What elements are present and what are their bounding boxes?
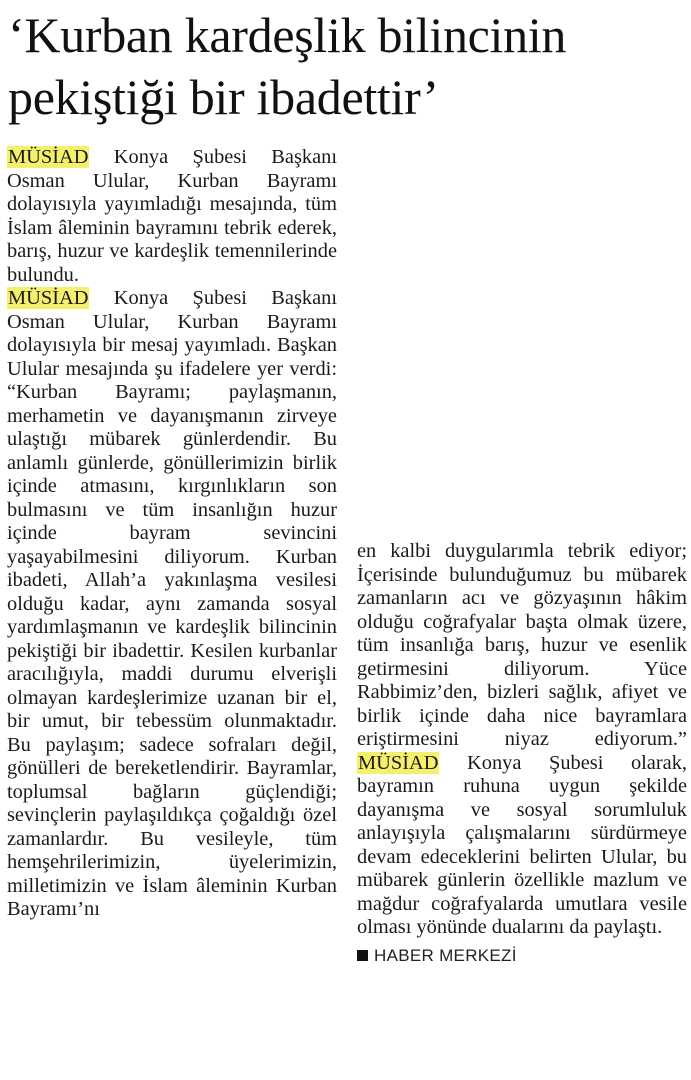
body-text-right-1: en kalbi duygularımla tebrik ediyor; İçerisinde bulunduğumuz bu mübarek zamanların acı ve gözyaşının hâkim olduğu coğrafyalar başta olmak üzere, tüm insanlığa barış, huzur ve esenlik getirmesini diliyorum. Yüce Rabbimiz’den, bizleri sağlık, afiyet ve birlik içinde daha nice bayramlara eriştirmesini niyaz ediyorum.” xyxy=(357,540,687,750)
body-text-left: Konya Şubesi Başkanı Osman Ulular, Kurban Bayramı dolayısıyla bir mesaj yayımladı. Başkan Ulular mesajında şu ifadelere yer verdi: “Kurban Bayramı; paylaşmanın, merhametin ve dayanışmanın zirveye ulaştığı mübarek günlerdendir. Bu anlamlı günlerde, gönüllerimizin birlik içinde atmasını, kırgınlıkların son bulmasını ve tüm insanlığın huzur içinde bayram sevincini yaşayabilmesini diliyorum. Kurban ibadeti, Allah’a yakınlaşma vesilesi olduğu kadar, aynı zamanda sosyal yardımlaşmanın ve kardeşlik bilincinin pekiştiği bir ibadettir. Kesilen kurbanlar aracılığıyla, maddi durumu elverişli olmayan kardeşlerimize uzanan bir el, bir umut, bir tebessüm olunmaktadır. Bu paylaşım; sadece sofraları değil, gönülleri de bereketlendirir. Bayramlar, toplumsal bağların güçlendiği; sevinçlerin paylaşıldıkça çoğaldığı özel zamanlardır. Bu vesileyle, tüm hemşehrilerimizin, üyelerimizin, milletimizin ve İslam âleminin Kurban Bayramı’nı xyxy=(7,287,337,920)
square-bullet-icon xyxy=(357,950,368,961)
body-paragraph-left xyxy=(7,287,337,922)
org-highlight: MÜSİAD xyxy=(8,287,89,309)
org-highlight: MÜSİAD xyxy=(358,751,439,774)
article-column-left xyxy=(7,146,337,922)
body-text-right-2: Konya Şubesi olarak, bayramın ruhuna uygun şekilde dayanışma ve sosyal sorumluluk anlayışıyla çalışmalarını sürdürmeye devam edeceklerini belirten Ulular, bu mübarek günlerin özellikle mazlum ve mağdur coğrafyalarda umutlara vesile olması yönünde dualarını da paylaştı. xyxy=(357,751,687,938)
byline-text: HABER MERKEZİ xyxy=(374,945,517,965)
article-column-right xyxy=(357,540,687,967)
org-highlight: MÜSİAD xyxy=(8,146,89,168)
byline xyxy=(357,944,687,968)
intro-text: Konya Şubesi Başkanı Osman Ulular, Kurban Bayramı dolayısıyla yayımladığı mesajında, tüm İslam âleminin bayramını tebrik ederek, barış, huzur ve kardeşlik temennilerinde bulundu. xyxy=(7,146,337,286)
intro-paragraph xyxy=(7,146,337,287)
body-paragraph-right xyxy=(357,540,687,940)
headline: ‘Kurban kardeşlik bilincinin pekiştiği bir ibadettir’ xyxy=(8,7,567,125)
